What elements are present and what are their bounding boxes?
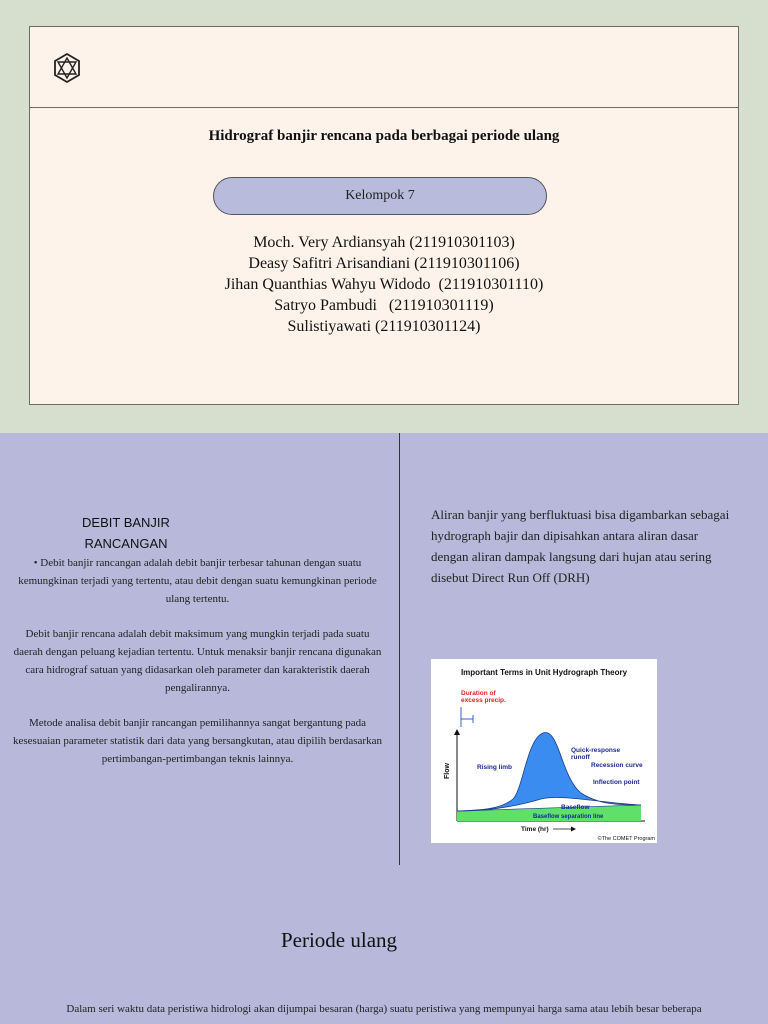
- paragraph: Debit banjir rencana adalah debit maksimum yang mungkin terjadi pada suatu daerah dengan peluang kejadian tertentu. Untuk menaksir banjir rencana digunakan cara hidrograf satuan yang didasarkan oleh parameter dan karakteristik daerah pengalirannya.: [13, 628, 382, 694]
- cover-card: [29, 26, 739, 405]
- member-item: Jihan Quanthias Wahyu Widodo (211910301110): [224, 276, 544, 293]
- hydrograph-figure: [431, 659, 657, 843]
- time-arrow-head: [571, 827, 576, 832]
- hydrograph-diagram: [431, 659, 657, 843]
- cover-slide: [0, 0, 768, 433]
- quick-response-label: Quick-response: [571, 747, 621, 754]
- page-title: Hidrograf banjir rencana pada berbagai periode ulang: [208, 128, 560, 144]
- figure-title: Important Terms in Unit Hydrograph Theory: [460, 668, 628, 677]
- paragraph: • Debit banjir rancangan adalah debit banjir terbesar tahunan dengan suatu kemungkinan terjadi yang tertentu, atau debit dengan suatu kemungkinan periode ulang tertentu.: [18, 557, 377, 605]
- rising-limb-label: Rising limb: [477, 764, 513, 771]
- hydrograph-description: Aliran banjir yang berfluktuasi bisa digambarkan sebagai hydrograph bajir dan dipisahkan antara aliran dasar dengan aliran dampak langsung dari hujan atau sering disebut Direct Run Off (DRH): [431, 507, 730, 585]
- column-divider: [399, 433, 400, 865]
- member-item: Sulistiyawati (211910301124): [287, 318, 481, 335]
- flow-axis-label: Flow: [444, 763, 451, 779]
- member-item: Moch. Very Ardiansyah (211910301103): [253, 234, 515, 251]
- member-item: Deasy Safitri Arisandiani (211910301106): [248, 255, 520, 272]
- quick-response-label: runoff: [571, 754, 590, 761]
- member-list: [30, 232, 738, 337]
- flow-axis-arrow: [454, 729, 460, 735]
- paragraph: Metode analisa debit banjir rancangan pemilihannya sangat bergantung pada kesesuaian parameter statistik dari data yang bersangkutan, atau dipilih berdasarkan pertimbangan-pertimbangan teknis lainnya.: [13, 717, 382, 765]
- runoff-area: [457, 733, 641, 811]
- periode-heading: Periode ulang: [280, 928, 398, 952]
- figure-credit: ©The COMET Program: [597, 836, 655, 842]
- time-axis-label: Time (hr): [521, 826, 549, 833]
- hexagon-logo-icon: [52, 52, 82, 84]
- debit-heading-line: RANCANGAN: [84, 536, 168, 551]
- group-badge: Kelompok 7: [213, 177, 547, 215]
- recession-curve-label: Recession curve: [591, 762, 643, 769]
- debit-heading: [46, 512, 206, 554]
- baseflow-label: Baseflow: [561, 804, 590, 811]
- inflection-point-label: Inflection point: [593, 779, 640, 786]
- member-item: Satryo Pambudi (211910301119): [274, 297, 494, 314]
- debit-body: [10, 554, 385, 785]
- duration-label: Duration of: [461, 690, 496, 697]
- card-divider: [30, 107, 738, 108]
- duration-label: excess precip.: [461, 697, 506, 704]
- debit-heading-line: DEBIT BANJIR: [82, 515, 170, 530]
- separation-line-label: Baseflow separation line: [533, 814, 604, 820]
- periode-text: Dalam seri waktu data peristiwa hidrologi akan dijumpai besaran (harga) suatu peristiwa yang mempunyai harga sama atau lebih besar beberapa: [66, 1003, 702, 1015]
